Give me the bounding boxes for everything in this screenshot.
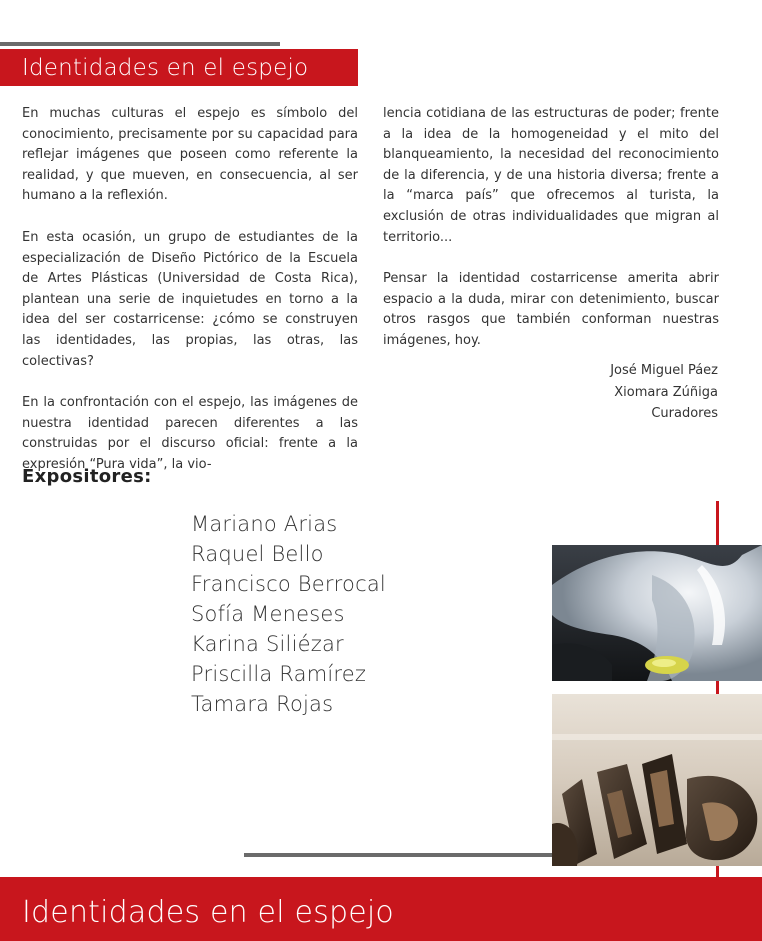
paragraph: En muchas culturas el espejo es símbolo del conocimiento, precisamente por su capacidad para reflejar imágenes que poseen como referente la realidad, y que mueven, en consecuencia, al ser humano a la reflexión. [22, 106, 358, 204]
artwork-photo-sculpture [552, 545, 762, 681]
paragraph: En esta ocasión, un grupo de estudiantes de la especialización de Diseño Pictórico de la Escuela de Artes Plásticas (Universidad de Costa Rica), plantean una serie de inquietudes en torno a la idea del ser costarricense: ¿cómo se construyen las identidades, las propias, las otras, las colectivas? [22, 229, 358, 369]
exhibitor-name: Mariano Arias [191, 512, 338, 536]
curator-role: Curadores [651, 406, 718, 421]
exhibitor-name: Tamara Rojas [191, 692, 334, 716]
artwork-photo-metal-letters [552, 694, 762, 866]
paragraph: Pensar la identidad costarricense amerita abrir espacio a la duda, mirar con detenimiento, buscar otros rasgos que también conforman nuestras imágenes, hoy. [383, 271, 719, 348]
footer-title: Identidades en el espejo [22, 895, 394, 930]
body-right-column [383, 104, 719, 373]
exhibitor-name: Karina Siliézar [191, 632, 344, 656]
paragraph: En la confrontación con el espejo, las imágenes de nuestra identidad parecen diferentes a las construidas por el discurso oficial: frente a la expresión “Pura vida”, la vio- [22, 395, 358, 472]
exhibitors-heading: Expositores: [22, 466, 152, 487]
body-left-column [22, 104, 358, 497]
exhibitor-name: Francisco Berrocal [191, 572, 386, 596]
curator-name: José Miguel Páez [610, 363, 718, 378]
top-gray-rule [0, 42, 280, 46]
exhibitors-list [191, 509, 386, 719]
exhibitor-name: Raquel Bello [191, 542, 324, 566]
red-vertical-line-top [716, 501, 719, 545]
bottom-gray-rule [244, 853, 552, 857]
header-title: Identidades en el espejo [22, 55, 309, 81]
exhibitor-name: Sofía Meneses [191, 602, 345, 626]
paragraph: lencia cotidiana de las estructuras de poder; frente a la idea de la homogeneidad y el mito del blanqueamiento, la necesidad del reconocimiento de la diferencia, y de una historia diversa; frente a la “marca país” que ofrecemos al turista, la exclusión de otras individualidades que migran al territorio... [383, 106, 719, 245]
exhibitor-name: Priscilla Ramírez [191, 662, 367, 686]
curator-name: Xiomara Zúñiga [614, 384, 718, 400]
curators-signature [560, 360, 718, 425]
red-vertical-line-middle [716, 681, 719, 694]
